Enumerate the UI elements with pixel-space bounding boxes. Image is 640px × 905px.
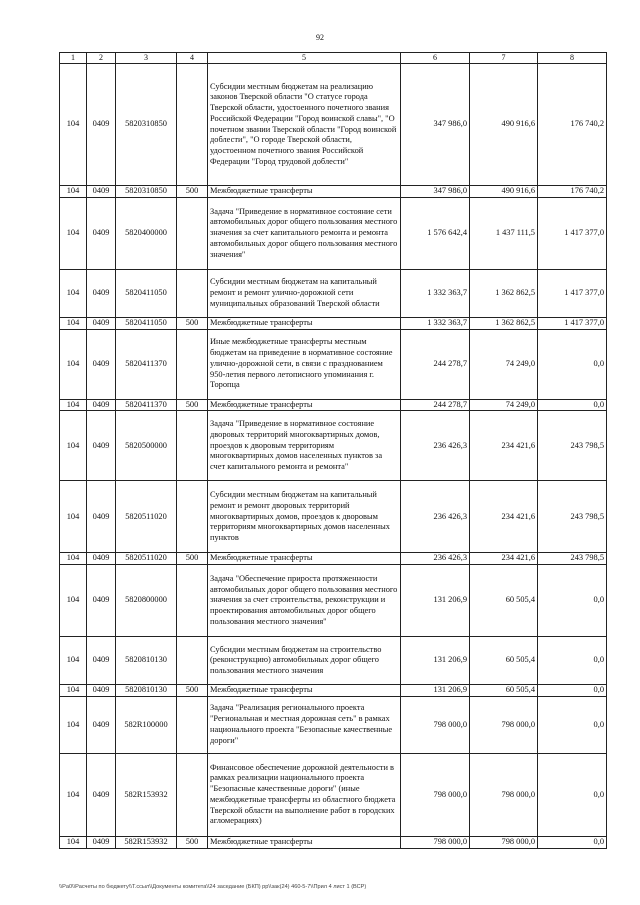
- cell-expense-type: [177, 753, 208, 836]
- cell-amount-year1: 131 206,9: [401, 637, 470, 685]
- cell-section: 0409: [87, 411, 116, 481]
- cell-expense-type: 500: [177, 317, 208, 329]
- cell-chapter: 104: [60, 329, 87, 399]
- table-row: [60, 565, 607, 637]
- cell-expense-type: 500: [177, 685, 208, 697]
- cell-amount-year1: 798 000,0: [401, 753, 470, 836]
- cell-chapter: 104: [60, 696, 87, 753]
- cell-chapter: 104: [60, 186, 87, 198]
- cell-description: Субсидии местным бюджетам на капитальный ремонт и ремонт улично-дорожной сети муниципальных образований Тверской области: [208, 269, 401, 317]
- table-row: [60, 481, 607, 553]
- cell-section: 0409: [87, 64, 116, 186]
- cell-amount-year1: 236 426,3: [401, 553, 470, 565]
- cell-chapter: 104: [60, 399, 87, 411]
- table-row: [60, 553, 607, 565]
- cell-amount-year1: 347 986,0: [401, 186, 470, 198]
- table-row: [60, 753, 607, 836]
- cell-description: Межбюджетные трансферты: [208, 553, 401, 565]
- cell-amount-year1: 131 206,9: [401, 565, 470, 637]
- cell-chapter: 104: [60, 553, 87, 565]
- cell-amount-year3: 243 798,5: [538, 411, 607, 481]
- cell-section: 0409: [87, 197, 116, 269]
- cell-section: 0409: [87, 269, 116, 317]
- cell-amount-year1: 236 426,3: [401, 411, 470, 481]
- cell-target-article: 582R100000: [116, 696, 177, 753]
- cell-amount-year3: 0,0: [538, 637, 607, 685]
- cell-chapter: 104: [60, 197, 87, 269]
- cell-amount-year1: 244 278,7: [401, 399, 470, 411]
- cell-amount-year2: 798 000,0: [470, 836, 538, 848]
- cell-amount-year3: 0,0: [538, 696, 607, 753]
- table-row: [60, 186, 607, 198]
- cell-description: Задача "Приведение в нормативное состояние сети автомобильных дорог общего пользования местного значения за счет капитального ремонта и ремонта автомобильных дорог общего пользования местного значения": [208, 197, 401, 269]
- cell-amount-year2: 234 421,6: [470, 481, 538, 553]
- cell-chapter: 104: [60, 411, 87, 481]
- cell-amount-year3: 0,0: [538, 836, 607, 848]
- cell-amount-year2: 60 505,4: [470, 637, 538, 685]
- cell-amount-year3: 1 417 377,0: [538, 317, 607, 329]
- cell-target-article: 5820810130: [116, 685, 177, 697]
- cell-amount-year1: 347 986,0: [401, 64, 470, 186]
- cell-expense-type: 500: [177, 186, 208, 198]
- cell-amount-year3: 176 740,2: [538, 64, 607, 186]
- cell-amount-year2: 798 000,0: [470, 696, 538, 753]
- cell-amount-year1: 1 576 642,4: [401, 197, 470, 269]
- cell-amount-year2: 1 362 862,5: [470, 269, 538, 317]
- column-header: 6: [401, 53, 470, 64]
- cell-description: Межбюджетные трансферты: [208, 186, 401, 198]
- cell-target-article: 582R153932: [116, 836, 177, 848]
- cell-section: 0409: [87, 753, 116, 836]
- cell-expense-type: [177, 269, 208, 317]
- budget-table: [59, 52, 607, 849]
- cell-amount-year2: 74 249,0: [470, 329, 538, 399]
- cell-amount-year3: 0,0: [538, 685, 607, 697]
- cell-chapter: 104: [60, 317, 87, 329]
- column-header: 2: [87, 53, 116, 64]
- cell-amount-year2: 234 421,6: [470, 553, 538, 565]
- column-header: 3: [116, 53, 177, 64]
- page-number: 92: [316, 33, 324, 42]
- cell-description: Финансовое обеспечение дорожной деятельности в рамках реализации национального проекта "Безопасные качественные дороги" (иные межбюджетные трансферты из областного бюджета Тверской области на выполнение работ в городских агломерациях): [208, 753, 401, 836]
- cell-target-article: 5820411370: [116, 399, 177, 411]
- cell-amount-year1: 1 332 363,7: [401, 317, 470, 329]
- cell-target-article: 5820800000: [116, 565, 177, 637]
- cell-amount-year2: 490 916,6: [470, 186, 538, 198]
- column-header: 4: [177, 53, 208, 64]
- cell-chapter: 104: [60, 637, 87, 685]
- cell-section: 0409: [87, 565, 116, 637]
- cell-amount-year1: 798 000,0: [401, 696, 470, 753]
- cell-target-article: 5820411050: [116, 317, 177, 329]
- cell-chapter: 104: [60, 836, 87, 848]
- cell-expense-type: [177, 197, 208, 269]
- cell-amount-year1: 236 426,3: [401, 481, 470, 553]
- table-row: [60, 399, 607, 411]
- cell-amount-year1: 798 000,0: [401, 836, 470, 848]
- cell-section: 0409: [87, 186, 116, 198]
- column-header: 1: [60, 53, 87, 64]
- cell-section: 0409: [87, 696, 116, 753]
- table-row: [60, 64, 607, 186]
- table-row: [60, 329, 607, 399]
- cell-chapter: 104: [60, 269, 87, 317]
- table-row: [60, 836, 607, 848]
- cell-chapter: 104: [60, 685, 87, 697]
- cell-expense-type: [177, 696, 208, 753]
- cell-target-article: 5820411050: [116, 269, 177, 317]
- cell-expense-type: [177, 637, 208, 685]
- table-row: [60, 696, 607, 753]
- cell-section: 0409: [87, 836, 116, 848]
- cell-amount-year3: 1 417 377,0: [538, 269, 607, 317]
- cell-target-article: 5820411370: [116, 329, 177, 399]
- cell-description: Задача "Обеспечение прироста протяженности автомобильных дорог общего пользования местного значения за счет строительства, реконструкции и проектирования автомобильных дорог общего пользования местного значения": [208, 565, 401, 637]
- cell-chapter: 104: [60, 64, 87, 186]
- cell-amount-year3: 243 798,5: [538, 481, 607, 553]
- cell-description: Субсидии местным бюджетам на реализацию законов Тверской области "О статусе города Тверской области, удостоенного почетного звания Российской Федерации "Город воинской славы", "О почетном звании Тверской области "Город воинской доблести", "О городе Тверской области, удостоенном почетного звания Российской Федерации "Город трудовой доблести": [208, 64, 401, 186]
- cell-description: Задача "Приведение в нормативное состояние дворовых территорий многоквартирных домов, проездов к дворовым территориям многоквартирных домов населенных пунктов за счет капитального ремонта и ремонта": [208, 411, 401, 481]
- cell-expense-type: 500: [177, 836, 208, 848]
- cell-amount-year3: 0,0: [538, 753, 607, 836]
- table-row: [60, 269, 607, 317]
- table-row: [60, 197, 607, 269]
- table-row: [60, 685, 607, 697]
- table-row: [60, 637, 607, 685]
- cell-chapter: 104: [60, 481, 87, 553]
- cell-amount-year3: 176 740,2: [538, 186, 607, 198]
- cell-description: Субсидии местным бюджетам на капитальный ремонт и ремонт дворовых территорий многоквартирных домов, проездов к дворовым территориям многоквартирных домов населенных пунктов: [208, 481, 401, 553]
- cell-expense-type: [177, 565, 208, 637]
- cell-expense-type: [177, 481, 208, 553]
- cell-description: Задача "Реализация регионального проекта "Региональная и местная дорожная сеть" в рамках национального проекта "Безопасные качественные дороги": [208, 696, 401, 753]
- cell-section: 0409: [87, 399, 116, 411]
- cell-target-article: 5820511020: [116, 481, 177, 553]
- cell-section: 0409: [87, 553, 116, 565]
- table-row: [60, 317, 607, 329]
- cell-description: Субсидии местным бюджетам на строительство (реконструкцию) автомобильных дорог общего пользования местного значения: [208, 637, 401, 685]
- cell-target-article: 582R153932: [116, 753, 177, 836]
- cell-section: 0409: [87, 637, 116, 685]
- cell-target-article: 5820500000: [116, 411, 177, 481]
- cell-chapter: 104: [60, 753, 87, 836]
- cell-amount-year2: 798 000,0: [470, 753, 538, 836]
- column-number-row: [60, 53, 607, 64]
- cell-chapter: 104: [60, 565, 87, 637]
- cell-amount-year2: 234 421,6: [470, 411, 538, 481]
- cell-expense-type: 500: [177, 399, 208, 411]
- cell-amount-year3: 0,0: [538, 399, 607, 411]
- cell-amount-year2: 490 916,6: [470, 64, 538, 186]
- cell-description: Межбюджетные трансферты: [208, 836, 401, 848]
- cell-description: Межбюджетные трансферты: [208, 317, 401, 329]
- cell-amount-year3: 1 417 377,0: [538, 197, 607, 269]
- cell-target-article: 5820400000: [116, 197, 177, 269]
- cell-amount-year2: 1 437 111,5: [470, 197, 538, 269]
- cell-expense-type: 500: [177, 553, 208, 565]
- cell-description: Иные межбюджетные трансферты местным бюджетам на приведение в нормативное состояние улично-дорожной сети, в связи с празднованием 950-летия первого летописного упоминания г. Торопца: [208, 329, 401, 399]
- cell-amount-year2: 60 505,4: [470, 565, 538, 637]
- cell-expense-type: [177, 411, 208, 481]
- cell-expense-type: [177, 64, 208, 186]
- table-row: [60, 411, 607, 481]
- cell-amount-year2: 1 362 862,5: [470, 317, 538, 329]
- cell-section: 0409: [87, 685, 116, 697]
- column-header: 5: [208, 53, 401, 64]
- cell-amount-year2: 60 505,4: [470, 685, 538, 697]
- cell-amount-year1: 131 206,9: [401, 685, 470, 697]
- cell-amount-year2: 74 249,0: [470, 399, 538, 411]
- column-header: 8: [538, 53, 607, 64]
- cell-section: 0409: [87, 481, 116, 553]
- cell-target-article: 5820310850: [116, 64, 177, 186]
- cell-section: 0409: [87, 317, 116, 329]
- cell-amount-year3: 0,0: [538, 565, 607, 637]
- cell-section: 0409: [87, 329, 116, 399]
- file-path-footer: \\Pa0\\Расчеты по бюджету\\Т.ссыл\\Документы комитета\\24 заседание (БКП) рр\\зак(24) 460-5-7\\Прил 4 лист 1 (ВСР): [59, 884, 367, 890]
- cell-expense-type: [177, 329, 208, 399]
- cell-target-article: 5820810130: [116, 637, 177, 685]
- cell-target-article: 5820310850: [116, 186, 177, 198]
- cell-amount-year1: 244 278,7: [401, 329, 470, 399]
- cell-description: Межбюджетные трансферты: [208, 399, 401, 411]
- column-header: 7: [470, 53, 538, 64]
- cell-amount-year3: 243 798,5: [538, 553, 607, 565]
- cell-amount-year1: 1 332 363,7: [401, 269, 470, 317]
- cell-description: Межбюджетные трансферты: [208, 685, 401, 697]
- cell-amount-year3: 0,0: [538, 329, 607, 399]
- cell-target-article: 5820511020: [116, 553, 177, 565]
